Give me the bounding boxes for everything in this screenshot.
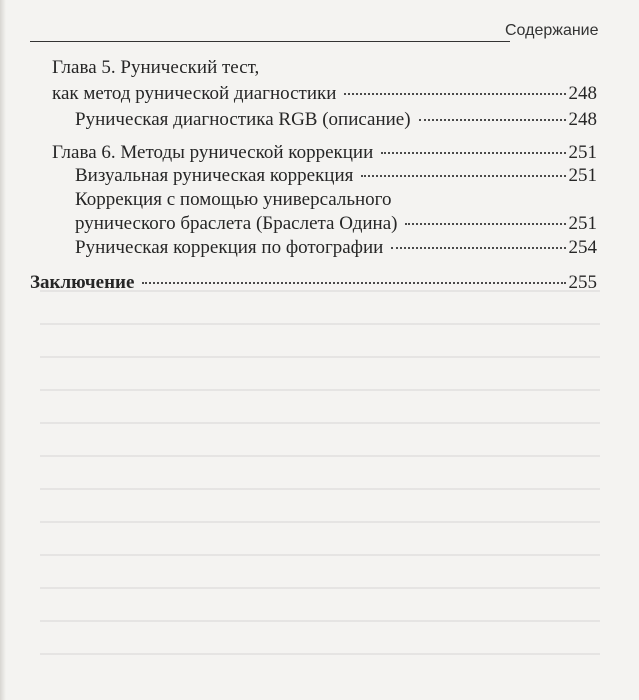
toc-page-number: 248 (568, 83, 597, 104)
toc-entry-chapter5[interactable] (52, 82, 597, 106)
toc-entry-title: Заключение (30, 272, 135, 293)
toc-page-number: 251 (568, 165, 597, 186)
toc-entry-conclusion[interactable] (30, 271, 597, 295)
toc-page-number: 248 (568, 109, 597, 130)
toc-entry-title: Глава 6. Методы рунической коррекции (52, 142, 374, 163)
toc-entry-visual-correction[interactable] (75, 164, 597, 188)
toc-entry-bracelet-line1 (75, 188, 597, 212)
toc-entry-photo-correction[interactable] (75, 236, 597, 260)
toc-page-number: 254 (568, 237, 597, 258)
toc-entry-chapter6[interactable] (52, 141, 597, 165)
dot-leader (381, 152, 565, 154)
dot-leader (344, 93, 565, 95)
dot-leader (391, 247, 565, 249)
toc-entry-chapter5-line1 (52, 56, 597, 80)
toc-entry-title: Глава 5. Рунический тест, (52, 57, 260, 78)
toc-entry-bracelet-correction[interactable] (75, 212, 597, 236)
running-header: Содержание (505, 22, 599, 39)
dot-leader (142, 282, 565, 284)
toc-entry-title: Руническая коррекция по фотографии (75, 237, 384, 258)
toc-entry-title: рунического браслета (Браслета Одина) (75, 213, 398, 234)
toc-entry-rgb-diagnostics[interactable] (75, 108, 597, 132)
toc-entry-title: Коррекция с помощью универсального (75, 189, 392, 210)
dot-leader (361, 175, 565, 177)
dot-leader (419, 119, 566, 121)
toc-page-number: 255 (568, 272, 597, 293)
toc-page-number: 251 (568, 213, 597, 234)
toc-page-number: 251 (568, 142, 597, 163)
toc-entry-title: Визуальная руническая коррекция (75, 165, 354, 186)
dot-leader (405, 223, 565, 225)
toc-entry-title: Руническая диагностика RGB (описание) (75, 109, 411, 130)
toc-entry-title: как метод рунической диагностики (52, 83, 337, 104)
